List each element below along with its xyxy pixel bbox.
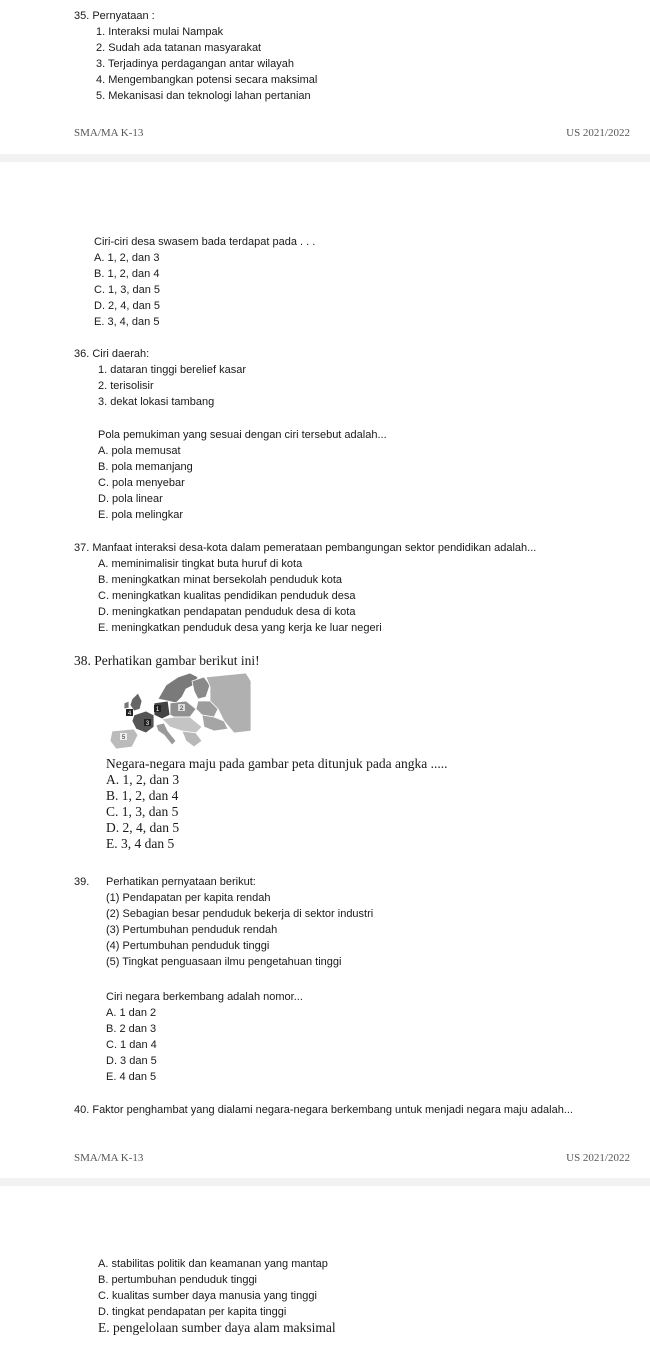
q36-options [98,443,193,523]
option-a: A. 1, 2, dan 3 [94,252,160,264]
option-d: D. 2, 4, dan 5 [106,820,180,835]
q37-options [98,556,382,636]
list-item: (2) Sebagian besar penduduk bekerja di sektor industri [106,908,374,920]
option-c: C. 1, 3, dan 5 [106,804,179,819]
option-a: A. 1 dan 2 [106,1007,157,1019]
page-divider [0,154,650,162]
option-a: A. pola memusat [98,445,181,457]
option-e: E. pola melingkar [98,509,183,521]
option-b: B. 1, 2, dan 4 [106,788,179,803]
option-e: E. 3, 4 dan 5 [106,836,175,851]
option-c: C. meningkatkan kualitas pendidikan penduduk desa [98,590,356,602]
q36-title: 36. Ciri daerah: [74,348,150,360]
map-label: 4 [127,711,132,717]
q39-question: Ciri negara berkembang adalah nomor... [106,991,303,1003]
list-item: 1. Interaksi mulai Nampak [96,26,224,38]
page-divider-2 [0,1178,650,1186]
map-label: 1 [155,707,160,713]
q39-options [106,1005,157,1085]
q40-title: 40. Faktor penghambat yang dialami negara-negara berkembang untuk menjadi negara maju adalah... [74,1104,573,1116]
q38-options [106,772,179,852]
option-a: A. meminimalisir tingkat buta huruf di kota [98,558,303,570]
option-c: C. pola menyebar [98,477,185,489]
option-d: D. 3 dan 5 [106,1055,157,1067]
map-label: 3 [145,721,150,727]
europe-map [106,671,251,751]
option-b: B. meningkatkan minat bersekolah penduduk kota [98,574,342,586]
q35-title: 35. Pernyataan : [74,10,155,22]
page-header-right-2: US 2021/2022 [566,1152,630,1164]
option-d: D. meningkatkan pendapatan penduduk desa di kota [98,606,356,618]
list-item: 4. Mengembangkan potensi secara maksimal [96,74,318,86]
page-header-left-2: SMA/MA K-13 [74,1152,144,1164]
option-a: A. stabilitas politik dan keamanan yang mantap [98,1258,328,1270]
q35-statements [96,24,317,104]
option-b: B. 2 dan 3 [106,1023,157,1035]
option-c: C. 1, 3, dan 5 [94,284,161,296]
option-b: B. pertumbuhan penduduk tinggi [98,1274,258,1286]
option-c: C. kualitas sumber daya manusia yang tinggi [98,1290,317,1302]
list-item: 2. Sudah ada tatanan masyarakat [96,42,262,54]
option-d: D. 2, 4, dan 5 [94,300,161,312]
option-c: C. 1 dan 4 [106,1039,157,1051]
list-item: (3) Pertumbuhan penduduk rendah [106,924,278,936]
q38-question: Negara-negara maju pada gambar peta ditunjuk pada angka ..... [106,756,448,771]
q36-features [98,362,246,410]
option-e: E. pengelolaan sumber daya alam maksimal [98,1320,336,1335]
option-d: D. pola linear [98,493,163,505]
list-item: (4) Pertumbuhan penduduk tinggi [106,940,270,952]
q39-intro: Perhatikan pernyataan berikut: [106,876,256,888]
q40-options [98,1256,336,1336]
map-label: 2 [179,706,184,712]
list-item: (1) Pendapatan per kapita rendah [106,892,271,904]
page-header-left: SMA/MA K-13 [74,127,144,139]
list-item: 1. dataran tinggi berelief kasar [98,364,246,376]
q35-options [94,250,160,330]
list-item: 3. Terjadinya perdagangan antar wilayah [96,58,294,70]
option-e: E. 3, 4, dan 5 [94,316,160,328]
option-b: B. pola memanjang [98,461,193,473]
q35-question: Ciri-ciri desa swasem bada terdapat pada . . . [94,236,316,248]
option-e: E. 4 dan 5 [106,1071,157,1083]
list-item: 2. terisolisir [98,380,154,392]
option-b: B. 1, 2, dan 4 [94,268,160,280]
q36-question: Pola pemukiman yang sesuai dengan ciri tersebut adalah... [98,429,387,441]
option-a: A. 1, 2, dan 3 [106,772,180,787]
option-d: D. tingkat pendapatan per kapita tinggi [98,1306,287,1318]
option-e: E. meningkatkan penduduk desa yang kerja ke luar negeri [98,622,382,634]
list-item: 3. dekat lokasi tambang [98,396,215,408]
q39-statements [106,890,373,970]
page-header-right: US 2021/2022 [566,127,630,139]
map-label: 5 [121,735,126,741]
q39-number: 39. [74,876,90,888]
q38-title: 38. Perhatikan gambar berikut ini! [74,653,260,668]
list-item: 5. Mekanisasi dan teknologi lahan pertanian [96,90,311,102]
q37-title: 37. Manfaat interaksi desa-kota dalam pemerataan pembangungan sektor pendidikan adalah... [74,542,537,554]
list-item: (5) Tingkat penguasaan ilmu pengetahuan tinggi [106,956,342,968]
